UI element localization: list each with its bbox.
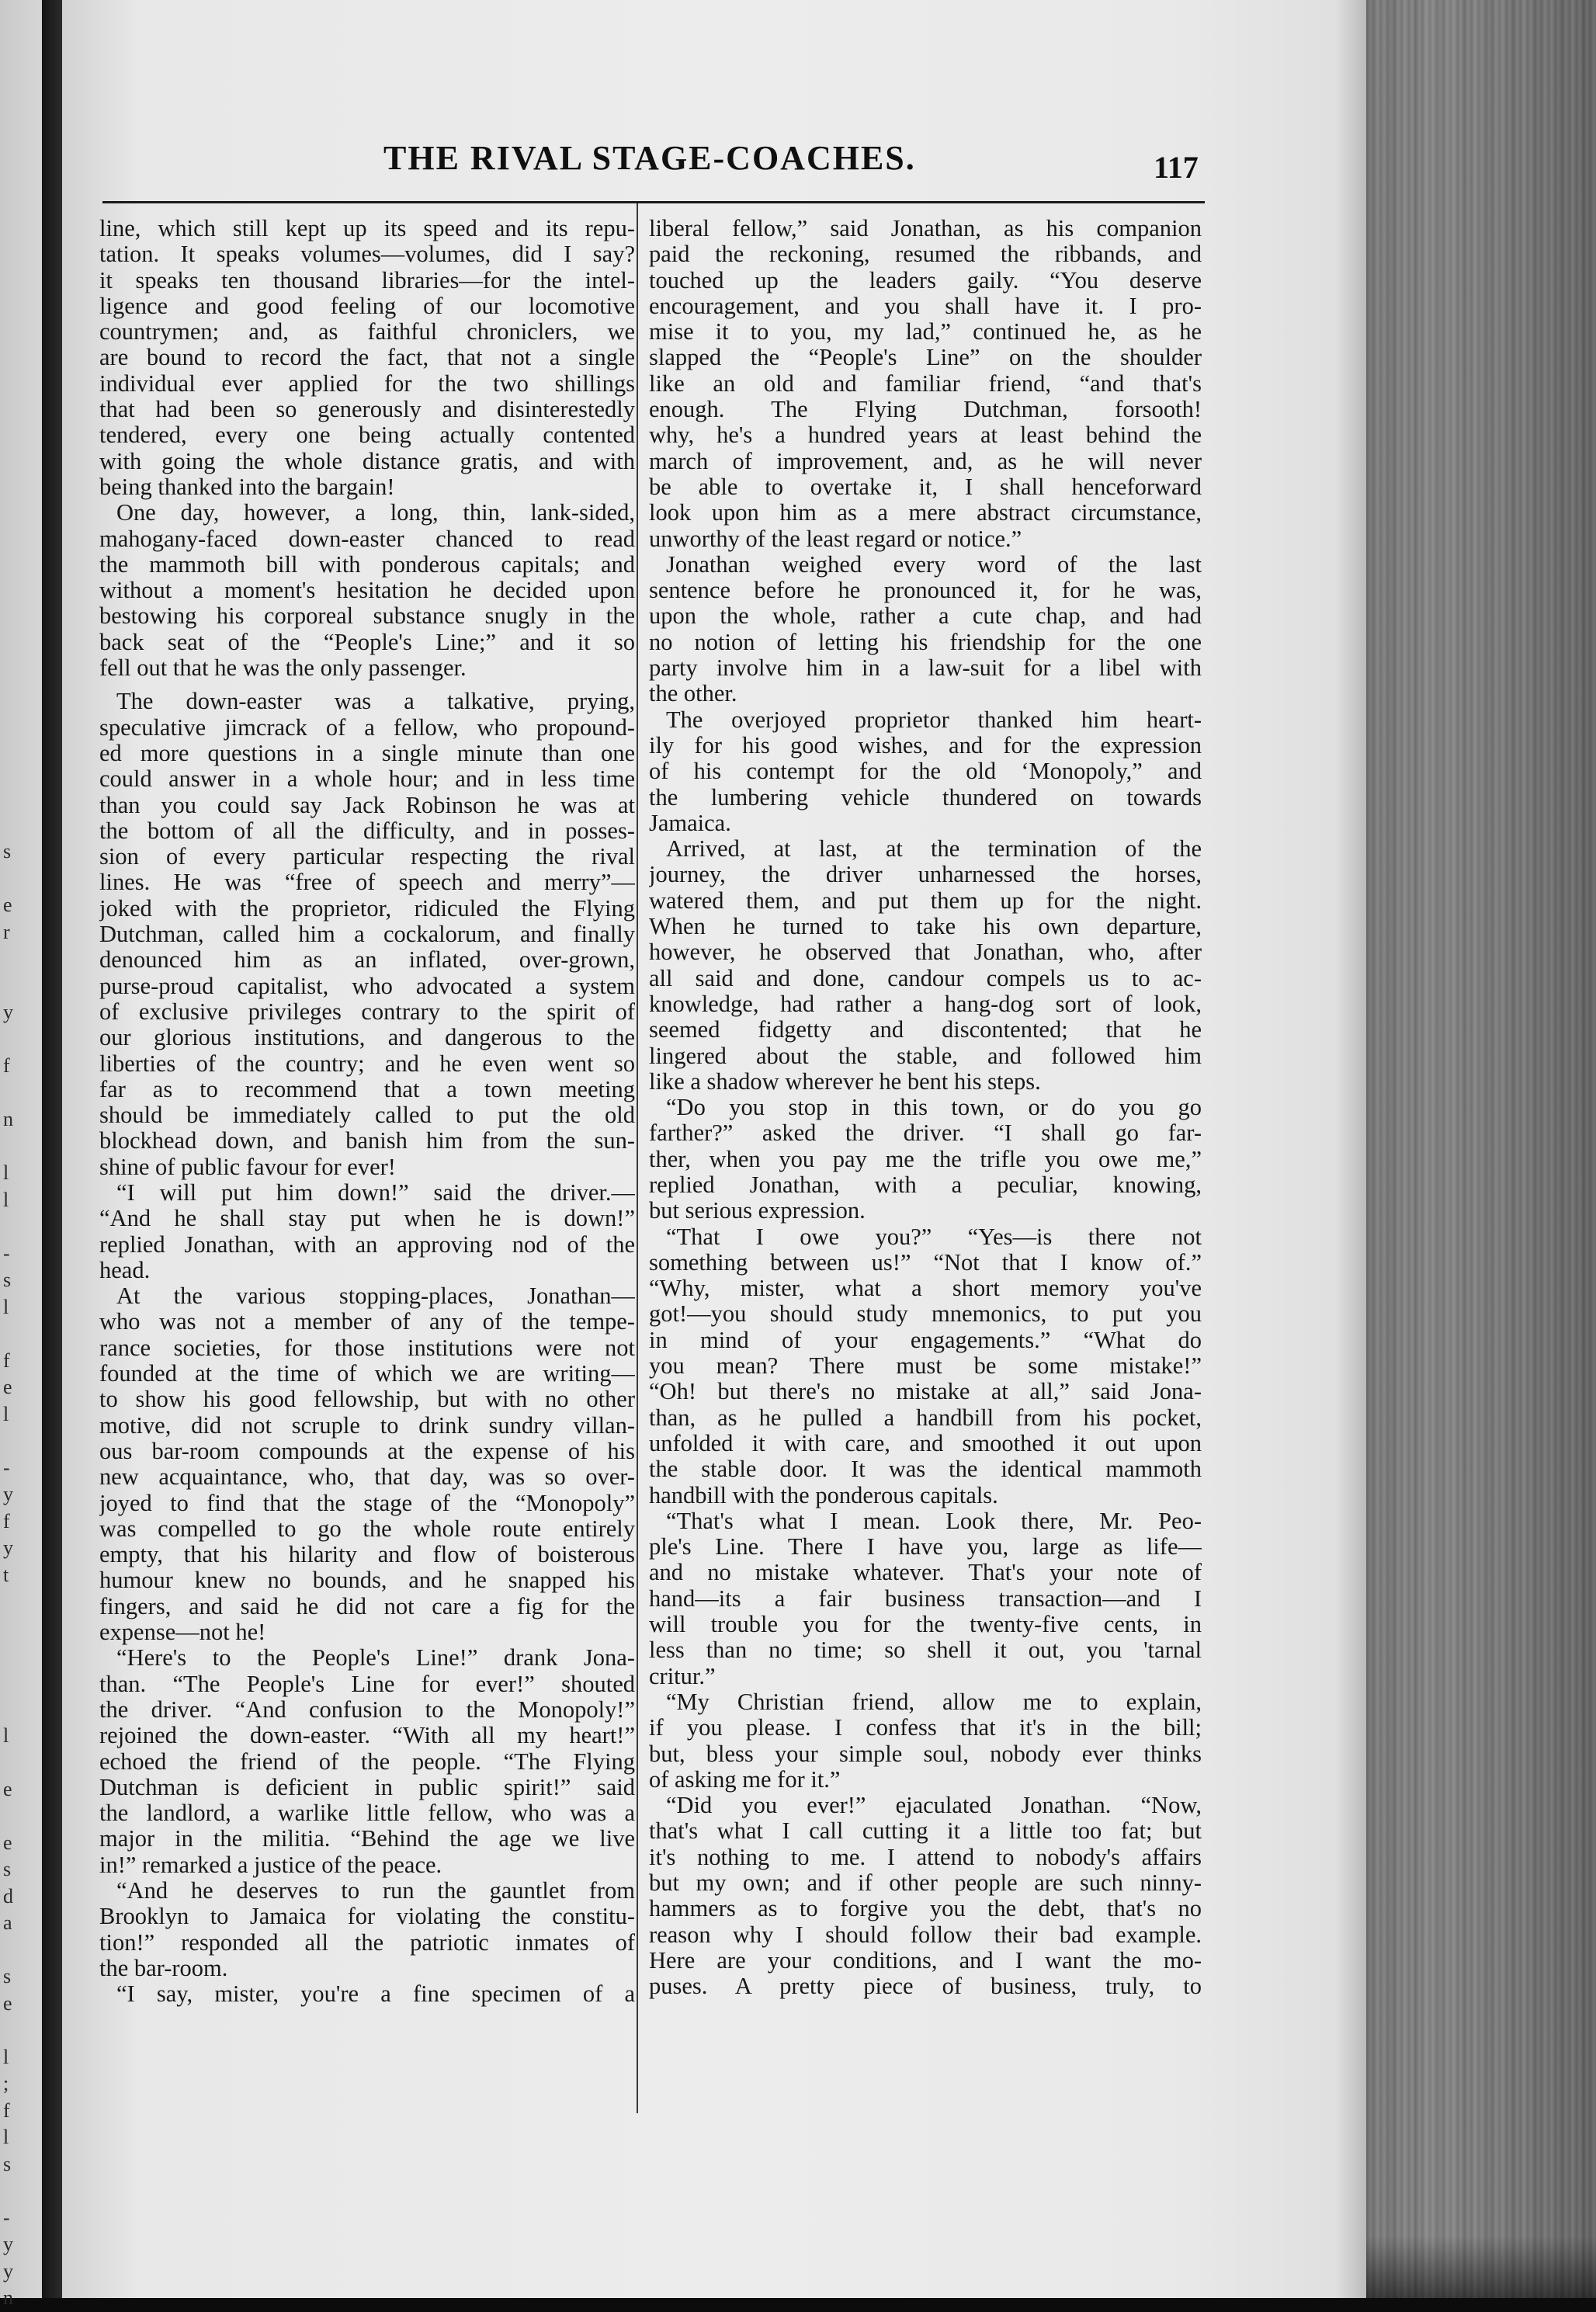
text-line: motive, did not scruple to drink sundry villan-: [99, 1412, 635, 1439]
text-line: of asking me for it.”: [649, 1766, 841, 1793]
text-line: ily for his good wishes, and for the expression: [649, 732, 1202, 759]
text-line: expense—not he!: [99, 1619, 266, 1646]
fragment-letter: f: [3, 1349, 10, 1372]
fragment-letter: [3, 1213, 34, 1241]
text-line: individual ever applied for the two shillings: [99, 370, 635, 397]
text-line: “And he shall stay put when he is down!”: [99, 1206, 635, 1232]
text-line: the mammoth bill with ponderous capitals; and: [99, 551, 635, 578]
text-line: fingers, and said he did not care a fig for the: [99, 1593, 635, 1619]
text-line: “Do you stop in this town, or do you go: [666, 1095, 1202, 1121]
fragment-letter: l: [3, 1724, 9, 1747]
text-line: “Why, mister, what a short memory you've: [649, 1276, 1202, 1302]
text-line: tation. It speaks volumes—volumes, did I say?: [99, 241, 635, 268]
text-line: lingered about the stable, and followed him: [649, 1043, 1202, 1069]
text-line: but, bless your simple soul, nobody ever thinks: [649, 1741, 1202, 1767]
text-line: got!—you should study mnemonics, to put you: [649, 1301, 1202, 1328]
text-line: in mind of your engagements.” “What do: [649, 1327, 1202, 1353]
fragment-letter: f: [3, 2099, 10, 2122]
text-line: rance societies, for those institutions were not: [99, 1335, 635, 1361]
fragment-letter: y: [3, 2259, 13, 2282]
text-line: bestowing his corporeal substance snugly in the: [99, 603, 635, 630]
text-line: farther?” asked the driver. “I shall go far-: [649, 1120, 1202, 1147]
text-line: and no mistake whatever. That's your note of: [649, 1560, 1202, 1586]
text-line: liberal fellow,” said Jonathan, as his companion: [649, 216, 1202, 241]
fragment-letter: t: [3, 1563, 9, 1586]
text-line: however, he observed that Jonathan, who, after: [649, 939, 1202, 966]
text-line: should be immediately called to put the old: [99, 1102, 635, 1129]
fragment-letter: n: [3, 1108, 13, 1130]
text-line: ther, when you pay me the trifle you owe me,”: [649, 1146, 1202, 1172]
text-line: joyed to find that the stage of the “Monopoly”: [99, 1490, 635, 1516]
fragment-letter: s: [3, 1858, 12, 1880]
text-line: purse-proud capitalist, who advocated a system: [99, 973, 635, 999]
fragment-letter: [3, 2017, 34, 2044]
text-line: puses. A pretty piece of business, truly, to: [649, 1974, 1202, 2000]
fragment-letter: s: [3, 1269, 12, 1291]
fragment-letter: e: [3, 1777, 12, 1800]
text-line: it's nothing to me. I attend to nobody's affairs: [649, 1844, 1202, 1870]
text-line: ed more questions in a single minute than one: [99, 740, 635, 766]
text-line: touched up the leaders gaily. “You deserve: [649, 267, 1202, 293]
fragment-letter: [3, 1669, 34, 1696]
text-line: reason why I should follow their bad example.: [649, 1921, 1202, 1948]
text-line: of exclusive privileges contrary to the spirit of: [99, 998, 635, 1025]
fragment-letter: [3, 1642, 34, 1669]
text-line: watered them, and put them up for the night.: [649, 887, 1202, 914]
text-line: The down-easter was a talkative, prying,: [116, 689, 635, 715]
text-line: hammers as to forgive you the debt, that's no: [649, 1896, 1202, 1922]
text-line: rejoined the down-easter. “With all my heart!”: [99, 1723, 635, 1749]
book-fore-edge-shadow: [1366, 2236, 1596, 2298]
paragraph-gap: [99, 681, 635, 689]
text-line: One day, however, a long, thin, lank-sided,: [116, 500, 635, 526]
text-line: than. “The People's Line for ever!” shouted: [99, 1671, 635, 1697]
text-line: “Did you ever!” ejaculated Jonathan. “Now,: [666, 1793, 1202, 1819]
fragment-letter: [3, 1749, 34, 1776]
text-line: When he turned to take his own departure,: [649, 914, 1202, 940]
previous-page-edge: [0, 0, 42, 2309]
text-line: hand—its a fair business transaction—and I: [649, 1585, 1202, 1612]
fragment-letter: l: [3, 1295, 9, 1318]
text-line: speculative jimcrack of a fellow, who propound-: [99, 714, 635, 741]
fragment-letter: s: [3, 840, 12, 863]
text-line: the lumbering vehicle thundered on towards: [649, 784, 1202, 811]
text-line: why, he's a hundred years at least behind the: [649, 422, 1202, 449]
text-line: mahogany-faced down-easter chanced to read: [99, 526, 635, 552]
text-line: replied Jonathan, with an approving nod of the: [99, 1231, 635, 1258]
text-line: are bound to record the fact, that not a single: [99, 345, 635, 371]
page-edge-shadow: [1335, 0, 1370, 2298]
fragment-letter: [3, 1803, 34, 1830]
text-line: could answer in a whole hour; and in less time: [99, 766, 635, 793]
text-line: to show his good fellowship, but with no other: [99, 1387, 635, 1413]
fragment-letter: l: [3, 2126, 9, 2148]
text-line: than, as he pulled a handbill from his pocket,: [649, 1404, 1202, 1431]
previous-page-fragment: [3, 838, 34, 2312]
text-line: our glorious institutions, and dangerous to the: [99, 1025, 635, 1051]
text-line: like an old and familiar friend, “and that's: [649, 370, 1202, 397]
fragment-letter: -: [3, 2206, 10, 2229]
text-line: back seat of the “People's Line;” and it so: [99, 629, 635, 655]
text-line: major in the militia. “Behind the age we live: [99, 1826, 635, 1852]
fragment-letter: a: [3, 1911, 12, 1934]
text-line: but serious expression.: [649, 1198, 866, 1224]
text-line: “My Christian friend, allow me to explain,: [666, 1689, 1202, 1715]
text-line: march of improvement, and, as he will never: [649, 448, 1202, 474]
text-line: if you please. I confess that it's in the bill;: [649, 1715, 1202, 1741]
column-rule: [637, 203, 638, 2113]
fragment-letter: [3, 1080, 34, 1107]
text-line: seemed fidgetty and discontented; that he: [649, 1017, 1202, 1043]
text-line: paid the reckoning, resumed the ribbands, and: [649, 241, 1202, 268]
fragment-letter: [3, 946, 34, 973]
text-line: you mean? There must be some mistake!”: [649, 1353, 1202, 1380]
text-line: will trouble you for the twenty-five cents, in: [649, 1612, 1202, 1638]
fragment-letter: e: [3, 894, 12, 916]
text-line: sentence before he pronounced it, for he was,: [649, 578, 1202, 604]
fragment-letter: [3, 1133, 34, 1161]
text-line: be able to overtake it, I shall henceforward: [649, 474, 1202, 500]
text-line: sion of every particular respecting the rival: [99, 844, 635, 870]
text-line: that's what I call cutting it a little too fat; but: [649, 1818, 1202, 1845]
page-number: 117: [1154, 150, 1199, 185]
text-line: tion!” responded all the patriotic inmates of: [99, 1929, 635, 1956]
text-line: the stable door. It was the identical mammoth: [649, 1456, 1202, 1483]
text-line: humour knew no bounds, and he snapped his: [99, 1567, 635, 1594]
text-line: that had been so generously and disinterestedly: [99, 397, 635, 423]
text-line: The overjoyed proprietor thanked him heart-: [666, 706, 1202, 733]
text-line: Jamaica.: [649, 810, 731, 836]
text-line: slapped the “People's Line” on the shoulder: [649, 345, 1202, 371]
text-line: Jonathan weighed every word of the last: [666, 551, 1202, 578]
text-line: line, which still kept up its speed and its repu-: [99, 216, 635, 241]
fragment-letter: y: [3, 1536, 13, 1559]
book-fore-edge: [1366, 0, 1596, 2298]
text-line: “I will put him down!” said the driver.—: [116, 1179, 635, 1206]
text-line: the landlord, a warlike little fellow, who was a: [99, 1800, 635, 1827]
text-line: knowledge, had rather a hang-dog sort of look,: [649, 991, 1202, 1017]
text-line: Dutchman, called him a cockalorum, and finally: [99, 922, 635, 948]
text-line: “I say, mister, you're a fine specimen of a: [116, 1981, 635, 2008]
text-line: replied Jonathan, with a peculiar, knowing,: [649, 1172, 1202, 1198]
fragment-letter: y: [3, 1001, 13, 1023]
fragment-letter: [3, 2178, 34, 2205]
fragment-letter: [3, 1026, 34, 1054]
text-line: without a moment's hesitation he decided upon: [99, 578, 635, 604]
fragment-letter: [3, 1321, 34, 1348]
text-line: “That's what I mean. Look there, Mr. Peo-: [666, 1508, 1202, 1534]
text-line: echoed the friend of the people. “The Flying: [99, 1748, 635, 1775]
fragment-letter: s: [3, 1965, 12, 1987]
fragment-letter: y: [3, 2233, 13, 2255]
text-line: “And he deserves to run the gauntlet from: [116, 1878, 635, 1904]
text-line: no notion of letting his friendship for the one: [649, 629, 1202, 655]
fragment-letter: [3, 973, 34, 1000]
text-line: being thanked into the bargain!: [99, 474, 395, 500]
text-line: was compelled to go the whole route entirely: [99, 1515, 635, 1542]
fragment-letter: -: [3, 1456, 10, 1479]
fragment-letter: e: [3, 1991, 12, 2015]
text-line: Arrived, at last, at the termination of the: [666, 836, 1202, 863]
fragment-letter: [3, 1428, 34, 1455]
fragment-letter: -: [3, 1241, 10, 1265]
page-gutter: [42, 0, 62, 2298]
fragment-letter: [3, 1588, 34, 1616]
text-line: ous bar-room compounds at the expense of his: [99, 1438, 635, 1464]
text-line: but my own; and if other people are such ninny-: [649, 1870, 1202, 1896]
text-line: countrymen; and, as faithful chroniclers, we: [99, 319, 635, 345]
text-line: the bar-room.: [99, 1955, 228, 1981]
text-line: shine of public favour for ever!: [99, 1154, 396, 1180]
text-line: Here are your conditions, and I want the mo-: [649, 1947, 1202, 1974]
text-line: blockhead down, and banish him from the sun-: [99, 1128, 635, 1154]
text-line: something between us!” “Not that I know of.”: [649, 1249, 1202, 1276]
text-line: unfolded it with care, and smoothed it out upon: [649, 1430, 1202, 1456]
text-line: unworthy of the least regard or notice.”: [649, 526, 1022, 552]
fragment-letter: r: [3, 920, 10, 943]
fragment-letter: [3, 1696, 34, 1723]
text-line: journey, the driver unharnessed the horses,: [649, 862, 1202, 888]
text-line: upon the whole, rather a cute chap, and had: [649, 603, 1202, 630]
text-line: the driver. “And confusion to the Monopoly!”: [99, 1696, 635, 1723]
running-head: THE RIVAL STAGE-COACHES.: [383, 139, 916, 177]
text-line: mise it to you, my lad,” continued he, as he: [649, 319, 1202, 345]
fragment-letter: y: [3, 1483, 13, 1505]
text-line: joked with the proprietor, ridiculed the Flying: [99, 895, 635, 922]
fragment-letter: d: [3, 1884, 13, 1908]
text-line: less than no time; so shell it out, you 'tarnal: [649, 1637, 1202, 1664]
text-line: encouragement, and you shall have it. I pro-: [649, 293, 1202, 319]
text-line: with going the whole distance gratis, and with: [99, 448, 635, 474]
text-line: of his contempt for the old ‘Monopoly,” and: [649, 759, 1202, 785]
text-line: empty, that his hilarity and flow of boisterous: [99, 1542, 635, 1568]
text-line: the other.: [649, 681, 737, 707]
text-line: “That I owe you?” “Yes—is there not: [666, 1224, 1202, 1250]
text-line: lines. He was “free of speech and merry”—: [99, 870, 635, 896]
text-line: enough. The Flying Dutchman, forsooth!: [649, 397, 1202, 423]
text-line: denounced him as an inflated, over-grown,: [99, 947, 635, 974]
text-line: the bottom of all the difficulty, and in posses-: [99, 818, 635, 844]
text-line: Brooklyn to Jamaica for violating the constitu-: [99, 1904, 635, 1930]
text-line: party involve him in a law-suit for a libel with: [649, 655, 1202, 682]
text-column-left: [99, 216, 635, 2007]
text-line: ple's Line. There I have you, large as life—: [649, 1534, 1202, 1560]
text-line: fell out that he was the only passenger.: [99, 655, 467, 682]
fragment-letter: s: [3, 2152, 12, 2175]
fragment-letter: l: [3, 1402, 9, 1425]
text-line: handbill with the ponderous capitals.: [649, 1482, 998, 1508]
text-line: At the various stopping-places, Jonathan—: [116, 1283, 635, 1310]
text-line: founded at the time of which we are writing—: [99, 1361, 635, 1387]
fragment-letter: n: [3, 2286, 13, 2309]
text-line: tendered, every one being actually contented: [99, 422, 635, 449]
text-line: liberties of the country; and he even went so: [99, 1050, 635, 1077]
fragment-letter: l: [3, 1188, 9, 1211]
text-line: far as to recommend that a town meeting: [99, 1076, 635, 1102]
text-line: critur.”: [649, 1663, 716, 1689]
fragment-letter: e: [3, 1376, 12, 1398]
text-line: new acquaintance, who, that day, was so over-: [99, 1464, 635, 1491]
text-line: ligence and good feeling of our locomotive: [99, 293, 635, 319]
fragment-letter: [3, 1937, 34, 1964]
text-line: it speaks ten thousand libraries—for the intel-: [99, 267, 635, 293]
text-line: “Here's to the People's Line!” drank Jona-: [116, 1645, 635, 1672]
text-line: head.: [99, 1257, 151, 1283]
fragment-letter: f: [3, 1054, 10, 1077]
fragment-letter: l: [3, 2045, 9, 2068]
text-line: like a shadow wherever he bent his steps.: [649, 1068, 1041, 1095]
text-line: Dutchman is deficient in public spirit!” said: [99, 1774, 635, 1800]
text-column-right: [649, 216, 1202, 1999]
text-line: all said and done, candour compels us to ac-: [649, 965, 1202, 991]
text-line: look upon him as a mere abstract circumstance,: [649, 500, 1202, 526]
fragment-letter: e: [3, 1831, 12, 1854]
fragment-letter: l: [3, 1161, 9, 1184]
text-line: than you could say Jack Robinson he was at: [99, 792, 635, 818]
fragment-letter: [3, 866, 34, 893]
fragment-letter: ;: [3, 2072, 9, 2095]
header-rule: [102, 201, 1205, 203]
text-line: in!” remarked a justice of the peace.: [99, 1852, 442, 1878]
fragment-letter: f: [3, 1509, 10, 1533]
fragment-letter: [3, 1616, 34, 1643]
text-line: who was not a member of any of the tempe-: [99, 1309, 635, 1335]
text-line: “Oh! but there's no mistake at all,” said Jona-: [649, 1379, 1202, 1405]
